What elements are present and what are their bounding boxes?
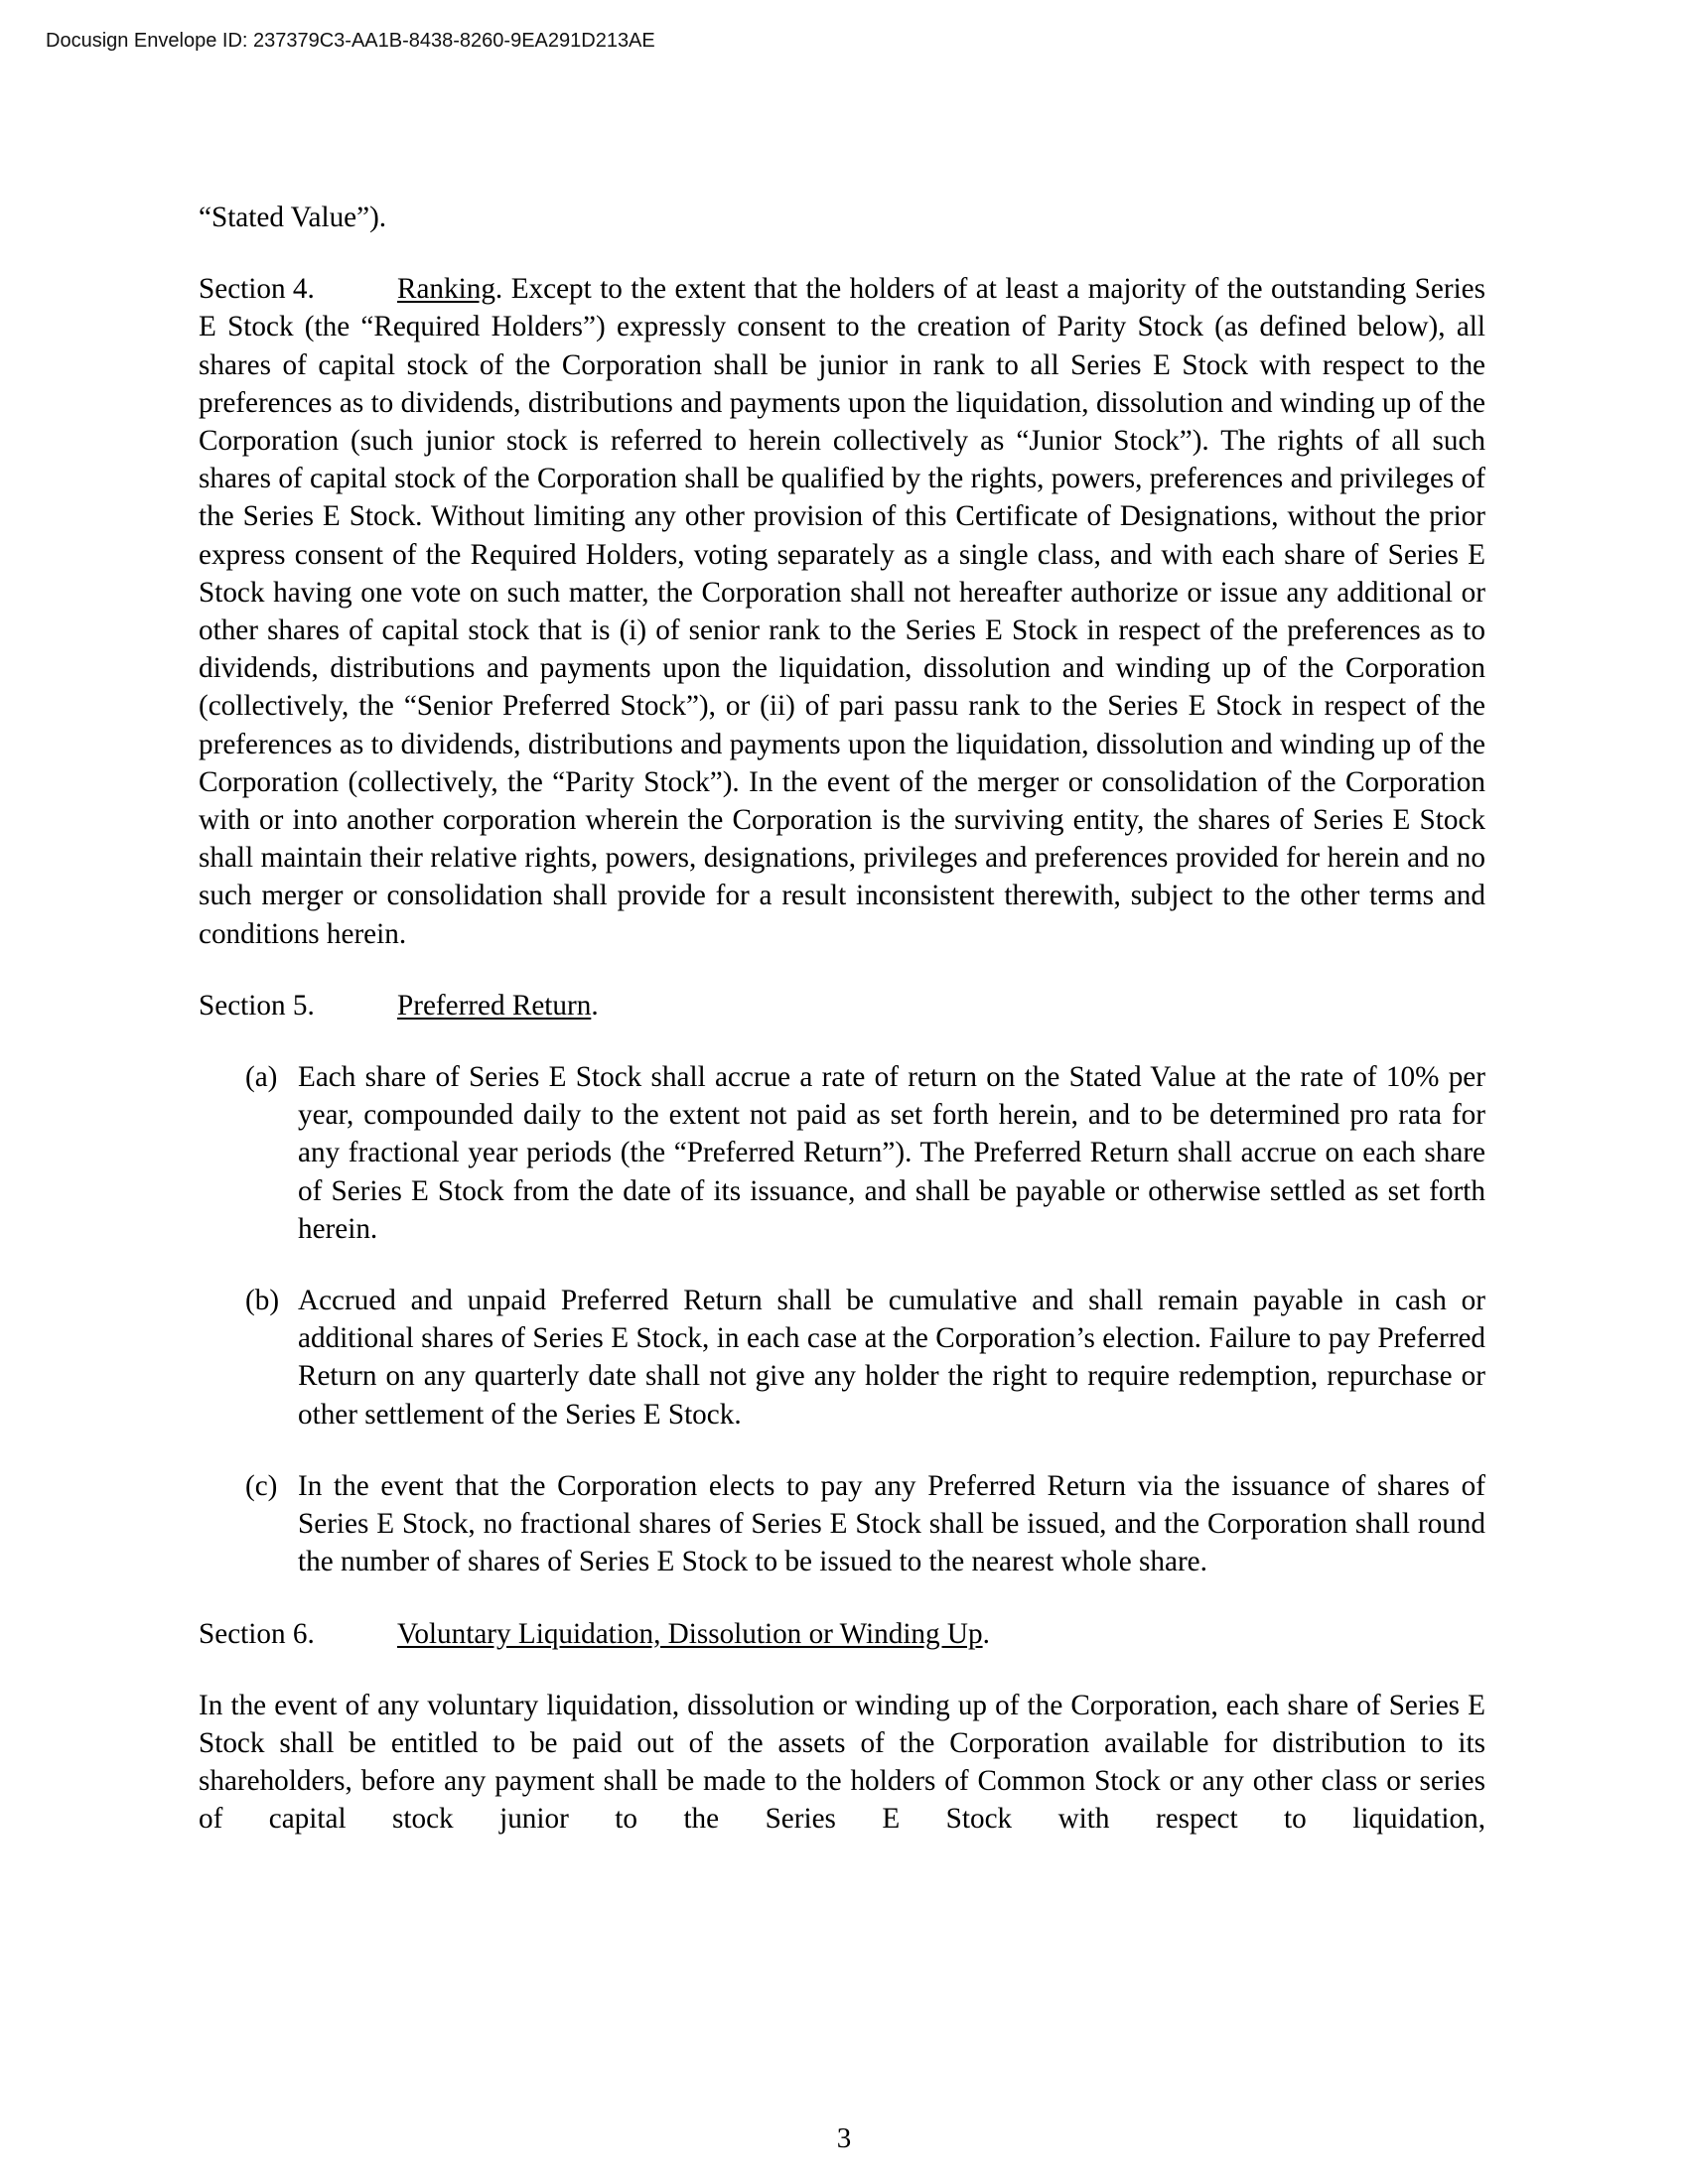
section-4-text: . Except to the extent that the holders of at least a majority of the outstanding Series E Stock (the “Required Holders”) expressly consent to the creation of Parity Stock (as defined below), all shares of capital stock of the Corporation shall be junior in rank to all Series E Stock with respect to the preferences as to dividends, distributions and payments upon the liquidation, dissolution and winding up of the Corporation (such junior stock is referred to herein collectively as “Junior Stock”). The rights of all such shares of capital stock of the Corporation shall be qualified by the rights, powers, preferences and privileges of the Series E Stock. Without limiting any other provision of this Certificate of Designations, without the prior express consent of the Required Holders, voting separately as a single class, and with each share of Series E Stock having one vote on such matter, the Corporation shall not hereafter authorize or issue any additional or other shares of capital stock that is (i) of senior rank to the Series E Stock in respect of the preferences as to dividends, distributions and payments upon the liquidation, dissolution and winding up of the Corporation (collectively, the “Senior Preferred Stock”), or (ii) of pari passu rank to the Series E Stock in respect of the preferences as to dividends, distributions and payments upon the liquidation, dissolution and winding up of the Corporation (collectively, the “Parity Stock”). In the event of the merger or consolidation of the Corporation with or into another corporation wherein the Corporation is the surviving entity, the shares of Series E Stock shall maintain their relative rights, powers, designations, privileges and preferences provided for herein and no such merger or consolidation shall provide for a result inconsistent therewith, subject to the other terms and conditions herein.: [199, 273, 1485, 950]
section-6-title-suffix: .: [982, 1617, 990, 1650]
paragraph-gap: [199, 1653, 1485, 1687]
paragraph-gap: [199, 1248, 1485, 1282]
item-label: (b): [245, 1285, 280, 1317]
section-5-title-suffix: .: [591, 989, 599, 1022]
docusign-envelope-id: Docusign Envelope ID: 237379C3-AA1B-8438-8260-9EA291D213AE: [46, 30, 655, 52]
section-5-title: Preferred Return: [397, 989, 592, 1022]
paragraph-gap: [199, 1581, 1485, 1615]
section-5-heading: [199, 987, 1485, 1024]
paragraph-gap: [199, 1433, 1485, 1467]
document-page: [199, 199, 1485, 1839]
section-6-number: Section 6.: [199, 1617, 315, 1650]
section-5-item-c: [199, 1467, 1485, 1581]
paragraph-gap: [199, 236, 1485, 270]
item-label: (c): [245, 1469, 278, 1502]
paragraph-gap: [199, 953, 1485, 987]
section-4-paragraph: [199, 270, 1485, 953]
item-label: (a): [245, 1061, 278, 1094]
section-5-item-b: [199, 1282, 1485, 1433]
paragraph-gap: [199, 1024, 1485, 1058]
section-6-text: In the event of any voluntary liquidation, dissolution or winding up of the Corporation, each share of Series E Stock shall be entitled to be paid out of the assets of the Corporation available for distribution to its shareholders, before any payment shall be made to the holders of Common Stock or any other class or series of capital stock junior to the Series E Stock with respect to liquidation,: [199, 1689, 1485, 1836]
section-5-number: Section 5.: [199, 989, 315, 1022]
page-number: 3: [836, 2122, 852, 2154]
item-text: In the event that the Corporation elects to pay any Preferred Return via the issuance of shares of Series E Stock, no fractional shares of Series E Stock shall be issued, and the Corporation shall round the number of shares of Series E Stock to be issued to the nearest whole share.: [298, 1469, 1485, 1578]
section-6-title: Voluntary Liquidation, Dissolution or Winding Up: [397, 1617, 983, 1650]
item-text: Each share of Series E Stock shall accrue a rate of return on the Stated Value at the rate of 10% per year, compounded daily to the extent not paid as set forth herein, and to be determined pro rata for any fractional year periods (the “Preferred Return”). The Preferred Return shall accrue on each share of Series E Stock from the date of its issuance, and shall be payable or otherwise settled as set forth herein.: [298, 1061, 1485, 1245]
carryover-text: “Stated Value”).: [199, 202, 387, 233]
section-4-title: Ranking: [397, 273, 495, 306]
section-4-number: Section 4.: [199, 273, 315, 306]
section-6-heading: [199, 1615, 1485, 1653]
item-text: Accrued and unpaid Preferred Return shall be cumulative and shall remain payable in cash or additional shares of Series E Stock, in each case at the Corporation’s election. Failure to pay Preferred Return on any quarterly date shall not give any holder the right to require redemption, repurchase or other settlement of the Series E Stock.: [298, 1285, 1485, 1431]
section-5-item-a: [199, 1058, 1485, 1248]
